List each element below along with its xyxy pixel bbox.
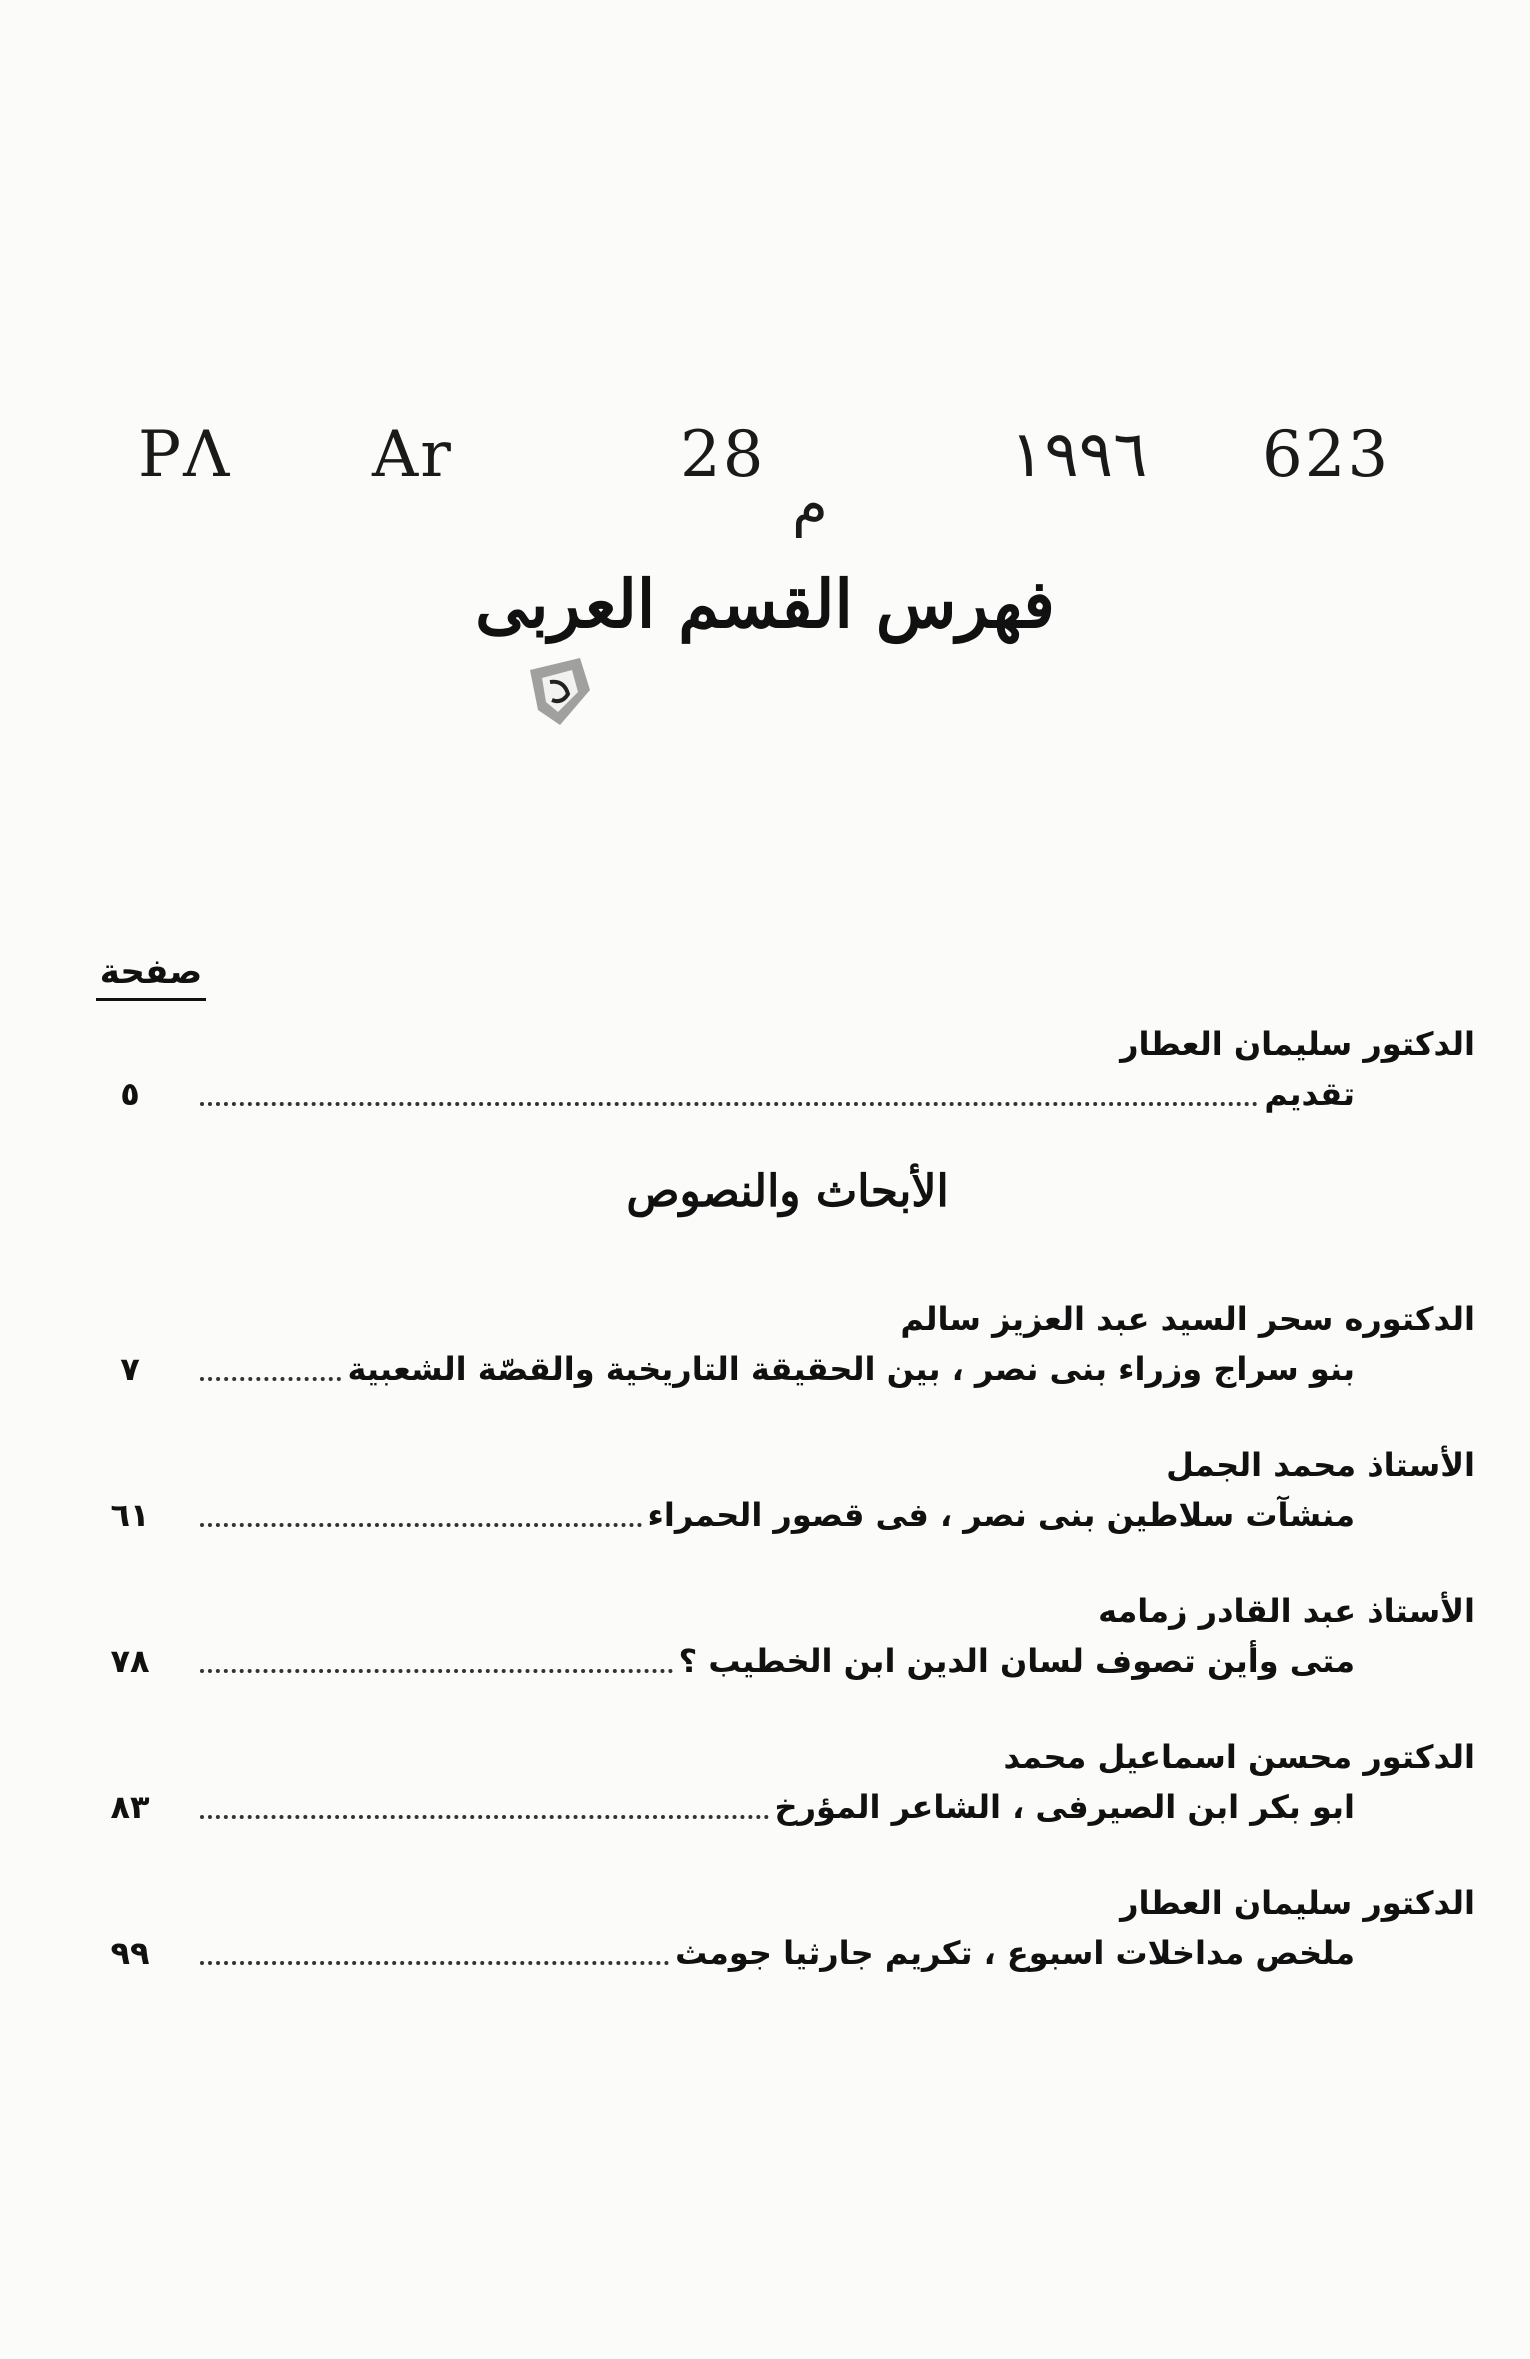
entry-author: الدكتور سليمان العطار bbox=[1120, 1025, 1475, 1063]
handwritten-mark-5: 623 bbox=[1262, 418, 1391, 492]
entry-author: الدكتور محسن اسماعيل محمد bbox=[1003, 1738, 1475, 1776]
toc-entry bbox=[100, 1733, 1475, 1833]
entry-line bbox=[100, 1343, 1475, 1395]
handwritten-mark-2: Ar bbox=[372, 418, 453, 492]
toc-entry bbox=[100, 1441, 1475, 1541]
toc-entry bbox=[100, 1295, 1475, 1395]
entry-title: بنو سراج وزراء بنى نصر ، بين الحقيقة التاريخية والقصّة الشعبية bbox=[347, 1350, 1355, 1388]
entry-line bbox=[100, 1927, 1475, 1979]
entry-line bbox=[100, 1489, 1475, 1541]
dot-leader bbox=[200, 1961, 669, 1965]
entry-line bbox=[100, 1068, 1475, 1120]
entry-line bbox=[100, 1781, 1475, 1833]
entry-page-number: ٧ bbox=[120, 1350, 140, 1388]
entry-page-number: ٨٣ bbox=[110, 1788, 150, 1826]
handwritten-mark-3: 28 bbox=[680, 418, 766, 492]
entry-line bbox=[100, 1635, 1475, 1687]
handwritten-mark-1: PΛ bbox=[138, 418, 232, 492]
page-title: فهرس القسم العربى bbox=[475, 565, 1055, 643]
section-heading: الأبحاث والنصوص bbox=[626, 1166, 949, 1217]
entry-page-number: ٩٩ bbox=[110, 1934, 150, 1972]
entry-title: منشآت سلاطين بنى نصر ، فى قصور الحمراء bbox=[647, 1496, 1355, 1534]
handwritten-mark-4: ١٩٩٦ bbox=[1010, 418, 1148, 492]
entry-title: متى وأين تصوف لسان الدين ابن الخطيب ؟ bbox=[678, 1642, 1355, 1680]
entry-author: الدكتور سليمان العطار bbox=[1120, 1884, 1475, 1922]
handwritten-mark-3-sub: م bbox=[792, 470, 828, 538]
entry-title: ملخص مداخلات اسبوع ، تكريم جارثيا جومث bbox=[675, 1934, 1355, 1972]
entry-author: الدكتوره سحر السيد عبد العزيز سالم bbox=[900, 1300, 1475, 1338]
dot-leader bbox=[200, 1377, 341, 1381]
entry-title: ابو بكر ابن الصيرفى ، الشاعر المؤرخ bbox=[774, 1788, 1355, 1826]
dot-leader bbox=[200, 1102, 1258, 1106]
toc-entry bbox=[100, 1879, 1475, 1979]
toc-entry-intro bbox=[100, 1020, 1475, 1120]
dot-leader bbox=[200, 1815, 769, 1819]
entry-page-number: ٥ bbox=[120, 1075, 140, 1113]
table-of-contents bbox=[100, 1020, 1475, 2025]
entry-page-number: ٦١ bbox=[110, 1496, 150, 1534]
dot-leader bbox=[200, 1523, 642, 1527]
page-column-header: صفحة bbox=[96, 952, 206, 1001]
entry-title: تقديم bbox=[1264, 1075, 1355, 1113]
dot-leader bbox=[200, 1669, 673, 1673]
stamp-icon bbox=[520, 650, 600, 730]
entry-author: الأستاذ عبد القادر زمامه bbox=[1098, 1592, 1475, 1630]
entry-author: الأستاذ محمد الجمل bbox=[1166, 1446, 1475, 1484]
entry-page-number: ٧٨ bbox=[110, 1642, 150, 1680]
toc-entry bbox=[100, 1587, 1475, 1687]
